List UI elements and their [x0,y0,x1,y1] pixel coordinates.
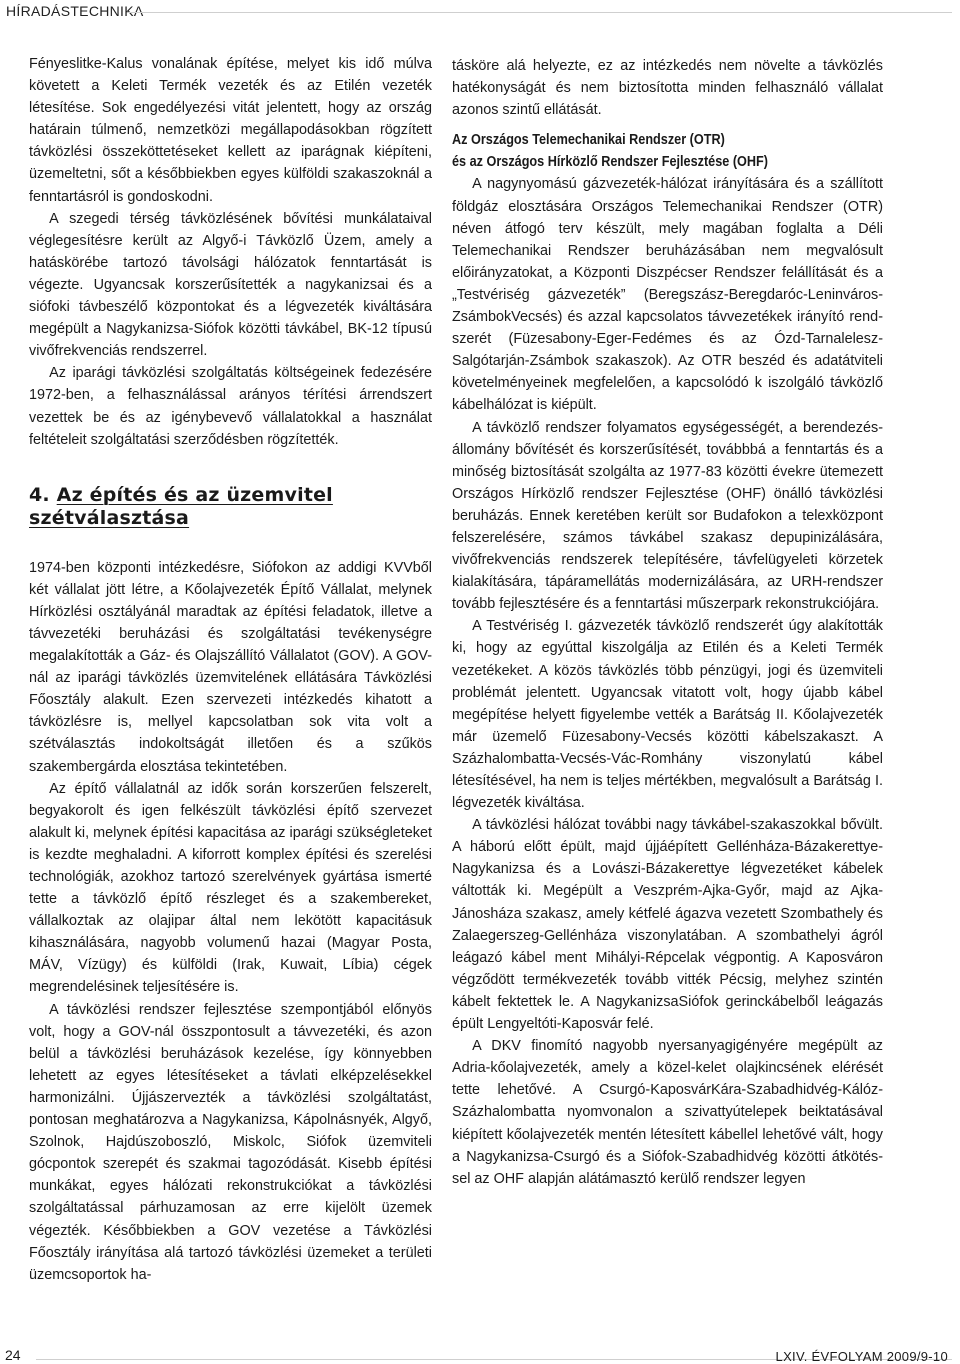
section-title-line-1: Az építés és az üzemvitel [56,483,333,506]
subsection-title-line-2: és az Országos Hírközlő Rendszer Fejlesztése (OHF) [452,154,768,171]
journal-volume: LXIV. ÉVFOLYAM 2009/9-10 [775,1349,948,1364]
header-rule [127,12,952,13]
left-column [29,53,432,1286]
paragraph-5: Az építő vállalatnál az idők során korszerűen felszerelt, begyakorolt és igen felkészült távközlési építő szervezet alakult ki, melynek építési kapacitása az iparági szükségleteket is kezdte meghaladni. A kiforrott komplex építési és szerelési technológiák, azokhoz tartozó szerelvények gyártása ismerté tette a távközlő építő részleget és a szakembereket, vállalkoztak az olajipar által nem lekötött kapacitásuk kihasználására, nagyobb volumenű hazai (Magyar Posta, MÁV, Vízügy) és külföldi (Irak, Kuwait, Líbia) cégek megrendelésinek teljesítésére is. [29,780,432,996]
paragraph-12: A DKV finomító nagyobb nyersanyagigényére megépült az Adria-kőolajvezeték, amely a közel-kelet olajkincsének elérését tette lehetővé. A Csurgó-KaposvárKára-Szabadhidvég-Kálóz-Százhalombatta nyomvonalon a szivattyútelepek beiktatásával kiépített kőolajvezeték mentén létesített kábellel lehetővé vált, hogy a Nagykanizsa-Csurgó és a Siófok-Szabadhidvég közötti átkötéssel az OHF alapján alátámasztó kerülő rendszer legyen [452,1038,883,1187]
paragraph-11: A távközlési hálózat további nagy távkábel-szakaszokkal bővült. A háború előtt épült, majd újjáépített Gellénháza-Bázakerettye-Nagykanizsa és a Lovászi-Bázakerettye légvezetéket kábelek váltották ki. Megépült a Veszprém-Ajka-Győr, majd az Ajka-Jánosháza szakasz, amely kétfelé ágazva vezetett Szombathely és Zalaegerszeg-Gellénháza viszonylatában. A szombathelyi ágról leágazó kábel ment Mihályi-Répcelak végpontig. A Kaposváron végződött termékvezeték tovább vitték Pécsig, melyhez szintén kábelt fektettek le. A NagykanizsaSiófok gerinckábelből leágazás épült Lengyeltóti-Kaposvár felé. [452,817,883,1033]
paragraph-1: Fényeslitke-Kalus vonalának építése, melyet kis idő múlva követett a Keleti Termék vezeték és az Etilén vezeték létesítése. Sok engedélyezési vitát jelentett, hogy az ország határain túlmenő, nemzetközi megállapodásokban rögzített távközlési összeköttetéseket kellett az iparágnak kiépíteni, üzemeltetni, sőt a későbbiekben egyes külföldi szakaszoknál a fenntartásról is gondoskodni. [29,56,432,205]
paragraph-9: A távközlő rendszer folyamatos egységességét, a berendezés-állomány bővítését és korszerűsítését, továbbbá a fenntartás és a minőség biztosítását szolgálta az 1977-83 közötti évekre ütemezett Országos Hírközlő rendszer Fejlesztése (OHF) önálló távközlési beruházás. Ennek keretében került sor Budafokon a telexközpont felszerelésére, számos távkábel szakasz depupinizálására, vivőfrekvenciás rendszerek telepítésére, távfelügyeleti körzetek kialakítására, tápáramellátás modernizálására, az URH-rendszer tovább fejlesztésére és a fenntartási műszerpark rekonstrukciójára. [452,419,883,613]
paragraph-8: A nagynyomású gázvezeték-hálózat irányítására és a szállított földgáz elosztására Országos Telemechanikai Rendszer (OTR) néven átfogó terv készült, mely magában foglalta a Déli Telemechanikai Rendszer beruházásában nem megvalósult előirányzatokat, a Központi Diszpécser Rendszer felállítását és a „Testvériség gázvezeték” (Beregszász-Beregdaróc-Leninváros-ZsámbokVecsés) és azzal kapcsolatos távvezetékek irányító rendszerét (Füzesabony-Eger-Fedémes és az Ózd-TarnaleleszSalgótarján-Zsámbok szakaszok). Az OTR beszéd és adatátviteli követelményeinek megfelelően, a kapcsolódó k iszolgáló távközlő kábelhálózat is kiépült. [452,176,883,414]
right-column [452,55,883,1190]
paragraph-2: A szegedi térség távközlésének bővítési munkálataival véglegesítésre került az Algyő-i Távközlő Üzem, amely a hatáskörébe tartozó távolsági hálózatok fenntartását is végezte. Ugyancsak korszerűsítették a nagykanizsai és a siófoki távbeszélő központokat és a légvezeték kiváltására megépült a Nagykanizsa-Siófok közötti távkábel, BK-12 típusú vivőfrekvenciás rendszerrel. [29,210,432,360]
page-number: 24 [5,1347,21,1363]
section-number: 4. [29,483,50,506]
paragraph-10: A Testvériség I. gázvezeték távközlő rendszerét úgy alakították ki, hogy az egyúttal kiszolgálja az Etilén és a Keleti Termék vezetékeket. A közös távközlés több pénzügyi, jogi és üzemviteli problémát jelentett. Ugyancsak vitatott volt, hogy újabb kábel megépítése helyett figyelembe vették a Barátság II. Kőolajvezeték már üzemelő Füzesabony-Vecsés közötti kábelszakaszt. A Százhalombatta-Vecsés-Vác-Romhány viszonylatú kábel létesítésével, ha nem is teljes mértékben, megvalósult a Barátság I. légvezeték kiváltása. [452,618,883,812]
section-heading [29,484,432,530]
section-title-line-2: szétválasztása [29,506,190,529]
paragraph-3: Az iparági távközlési szolgáltatás költségeinek fedezésére 1972-ben, a felhasználással arányos térítési árrendszert vezettek be és az igénybevevő vállalatokkal a használat feltételeit szolgáltatási szerződésben rögzítették. [29,365,432,448]
subsection-heading [452,129,831,173]
paragraph-7: tásköre alá helyezte, ez az intézkedés nem növelte a távközlés hatékonyságát és nem biztosította minden felhasználó vállalat azonos szintű ellátását. [452,58,883,119]
subsection-title-line-1: Az Országos Telemechanikai Rendszer (OTR) [452,132,725,149]
running-head: HÍRADÁSTECHNIKA [6,3,144,19]
paragraph-4: 1974-ben központi intézkedésre, Siófokon az addigi KVVből két vállalat jött létre, a Kőolajvezeték Építő Vállalat, melynek Hírközlési osztályánál maradtak az építési feladatok, illetve a távvezetéki beruházási és szolgáltatási tevékenységre megalakították a Gáz- és Olajszállító Vállalatot (GOV). A GOV-nál az iparági távközlés üzemvitelének ellátására Távközlési Főosztály alakult. Ezen szervezeti intézkedés kihatott a távközlésre is, mellyel kapcsolatban sok vita volt a szétválasztás indokoltságát illetően és a szűkös szakembergárda elosztása tekintetében. [29,559,432,775]
paragraph-6: A távközlési rendszer fejlesztése szempontjából előnyös volt, hogy a GOV-nál összpontosult a távvezetéki, és azon belül a távközlési beruházások kezelése, így könnyebben lehetett az egyes létesítéseket a távlati elképzelésekkel harmonizálni. Újjászervezték a távközlési szolgáltatást, pontosan meghatározva a Nagykanizsa, Kápolnásnyék, Algyő, Szolnok, Hajdúszoboszló, Miskolc, Siófok üzemviteli gócpontok szerepét és szakmai tagozódását. Kisebb építési munkákat, egyes hálózati rekonstrukciókat a távközlési szolgáltatással párhuzamosan az erre kijelölt üzemek végezték. Későbbiekben a GOV vezetése a Távközlési Főosztály irányítása alá tartozó távközlési üzemeket a területi üzemcsoportok ha- [29,1001,432,1283]
